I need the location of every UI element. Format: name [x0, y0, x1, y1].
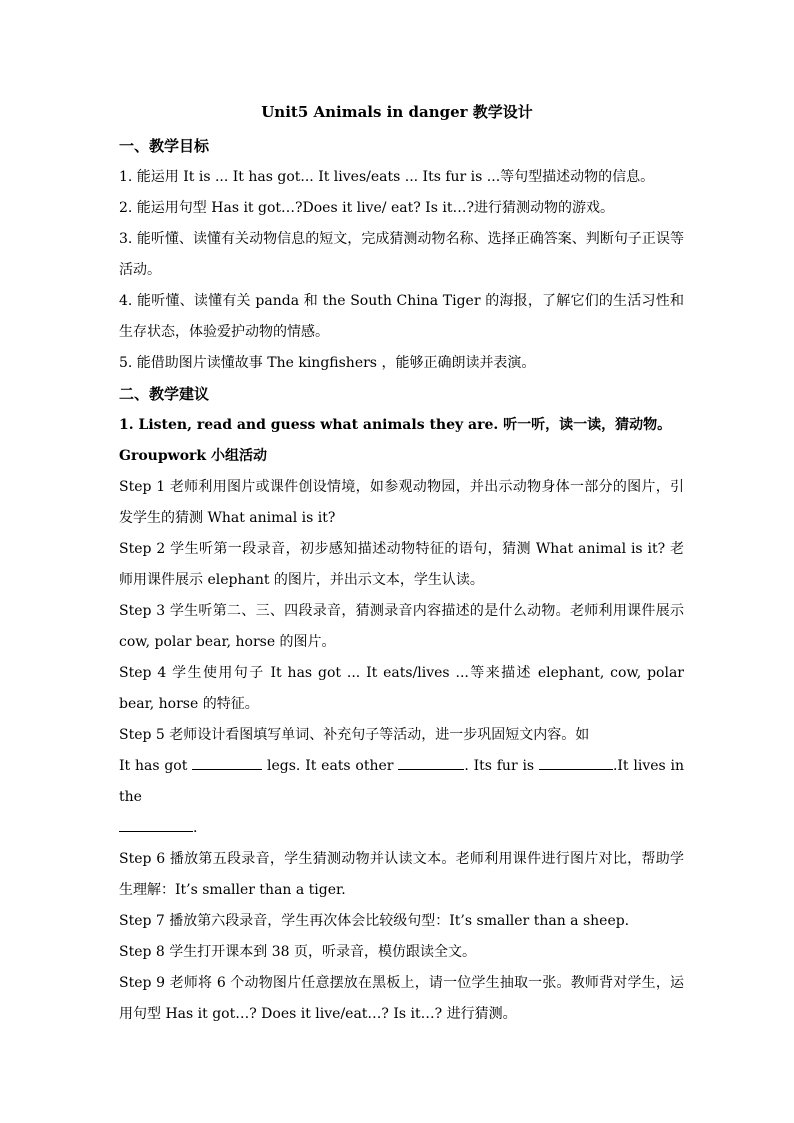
document-title: Unit5 Animals in danger 教学设计: [261, 103, 533, 121]
groupwork-label: Groupwork 小组活动: [119, 448, 267, 464]
fill-in-text-4: .It lives in the: [119, 758, 684, 805]
fill-in-text-2: legs. It eats other: [267, 758, 394, 774]
step-3: Step 3 学生听第二、三、四段录音，猜测录音内容描述的是什么动物。老师利用课件展示 cow, polar bear, horse 的图片。: [119, 603, 684, 650]
step-2: Step 2 学生听第一段录音，初步感知描述动物特征的语句，猜测 What animal is it? 老师用课件展示 elephant 的图片，并出示文本，学生认读。: [119, 541, 684, 588]
step-9: Step 9 老师将 6 个动物图片任意摆放在黑板上，请一位学生抽取一张。教师背对学生，运用句型 Has it got…? Does it live/eat…? Is it…? 进行猜测。: [119, 975, 684, 1022]
objective-item-5: 5. 能借助图片读懂故事 The kingfishers ，能够正确朗读并表演。: [119, 355, 536, 371]
document-body: [119, 131, 684, 1030]
objective-item-2: 2. 能运用句型 Has it got…?Does it live/ eat? Is it…?进行猜测动物的游戏。: [119, 200, 614, 216]
step-6: Step 6 播放第五段录音，学生猜测动物并认读文本。老师利用课件进行图片对比，帮助学生理解：It’s smaller than a tiger.: [119, 851, 684, 898]
fill-in-blank-eats: [398, 755, 464, 770]
objective-item-1: 1. 能运用 It is ... It has got... It lives/eats ... Its fur is ...等句型描述动物的信息。: [119, 169, 655, 185]
fill-in-text-5: .: [193, 820, 198, 836]
fill-in-blank-legs: [192, 755, 262, 770]
section-heading-suggestions: 二、教学建议: [119, 385, 210, 403]
fill-in-blank-fur: [539, 755, 613, 770]
step-5: Step 5 老师设计看图填写单词、补充句子等活动，进一步巩固短文内容。如: [119, 727, 590, 743]
fill-in-blank-lives: [119, 817, 193, 832]
objective-item-3: 3. 能听懂、读懂有关动物信息的短文，完成猜测动物名称、选择正确答案、判断句子正误等活动。: [119, 231, 684, 278]
step-4: Step 4 学生使用句子 It has got ... It eats/lives ...等来描述 elephant, cow, polar bear, horse 的特征。: [119, 665, 684, 712]
fill-in-exercise: [119, 751, 684, 844]
step-8: Step 8 学生打开课本到 38 页，听录音，模仿跟读全文。: [119, 944, 476, 960]
activity-title: 1. Listen, read and guess what animals they are. 听一听，读一读，猜动物。: [119, 417, 672, 433]
step-1: Step 1 老师利用图片或课件创设情境，如参观动物园，并出示动物身体一部分的图片，引发学生的猜测 What animal is it?: [119, 479, 684, 526]
objective-item-4: 4. 能听懂、读懂有关 panda 和 the South China Tiger 的海报，了解它们的生活习性和生存状态，体验爱护动物的情感。: [119, 293, 684, 340]
fill-in-text-1: It has got: [119, 758, 188, 774]
step-7: Step 7 播放第六段录音，学生再次体会比较级句型：It’s smaller than a sheep.: [119, 913, 630, 929]
fill-in-text-3: . Its fur is: [464, 758, 535, 774]
section-heading-objectives: 一、教学目标: [119, 137, 210, 155]
